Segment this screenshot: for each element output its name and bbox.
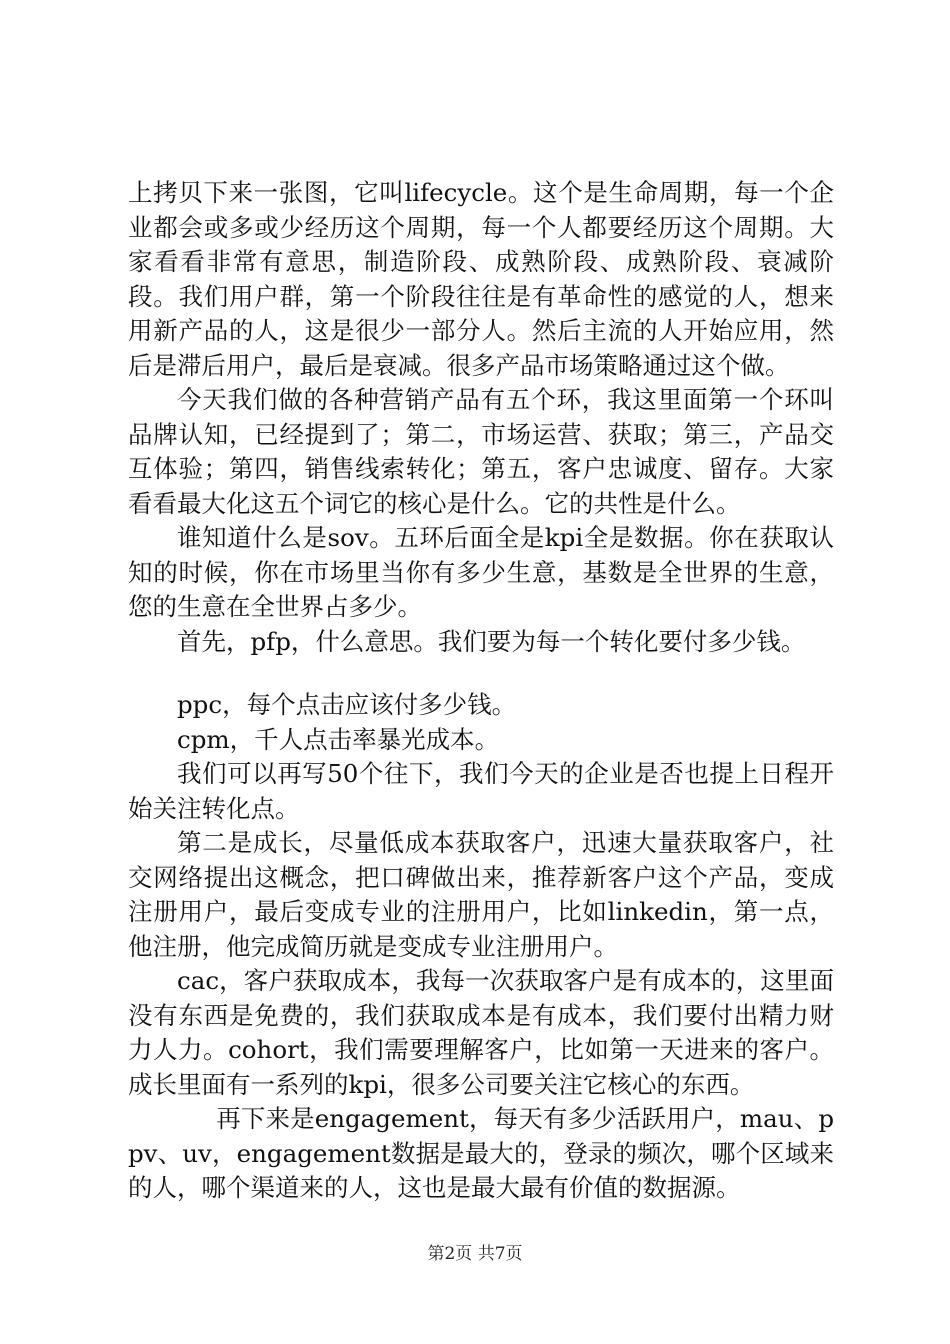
paragraph-engagement: 再下来是engagement，每天有多少活跃用户，mau、ppv、uv，engagement数据是最大的，登录的频次，哪个区域来的人，哪个渠道来的人，这也是最大最有价值的数据源。 xyxy=(128,1104,834,1202)
paragraph-pfp: 首先，pfp，什么意思。我们要为每一个转化要付多少钱。 xyxy=(177,626,806,656)
paragraph-growth: 第二是成长，尽量低成本获取客户，迅速大量获取客户，社交网络提出这概念，把口碑做出来，推荐新客户这个产品，变成注册用户，最后变成专业的注册用户，比如linkedin，第一点，他注册，他完成简历就是变成专业注册用户。 xyxy=(128,828,834,961)
paragraph-cpm: cpm，千人点击率暴光成本。 xyxy=(177,724,500,754)
paragraph-cac: cac，客户获取成本，我每一次获取客户是有成本的，这里面没有东西是免费的，我们获取成本是有成本，我们要付出精力财力人力。cohort，我们需要理解客户，比如第一天进来的客户。成长里面有一系列的kpi，很多公司要关注它核心的东西。 xyxy=(128,966,834,1099)
page-number-footer: 第2页 共7页 xyxy=(427,1244,523,1264)
paragraph-five-rings: 今天我们做的各种营销产品有五个环，我这里面第一个环叫品牌认知，已经提到了；第二，市场运营、获取；第三，产品交互体验；第四，销售线索转化；第五，客户忠诚度、留存。大家看看最大化这五个词它的核心是什么。它的共性是什么。 xyxy=(128,385,834,518)
paragraph-ppc: ppc，每个点击应该付多少钱。 xyxy=(177,690,517,719)
paragraph-conversion: 我们可以再写50个往下，我们今天的企业是否也提上日程开始关注转化点。 xyxy=(128,759,834,823)
paragraph-lifecycle: 上拷贝下来一张图，它叫lifecycle。这个是生命周期，每一个企业都会或多或少经历这个周期，每一个人都要经历这个周期。大家看看非常有意思，制造阶段、成熟阶段、成熟阶段、衰减阶段。我们用户群，第一个阶段往往是有革命性的感觉的人，想来用新产品的人，这是很少一部分人。然后主流的人开始应用，然后是滞后用户，最后是衰减。很多产品市场策略通过这个做。 xyxy=(128,178,834,380)
body-text xyxy=(128,176,834,1206)
paragraph-sov: 谁知道什么是sov。五环后面全是kpi全是数据。你在获取认知的时候，你在市场里当你有多少生意，基数是全世界的生意，您的生意在全世界占多少。 xyxy=(128,523,834,621)
